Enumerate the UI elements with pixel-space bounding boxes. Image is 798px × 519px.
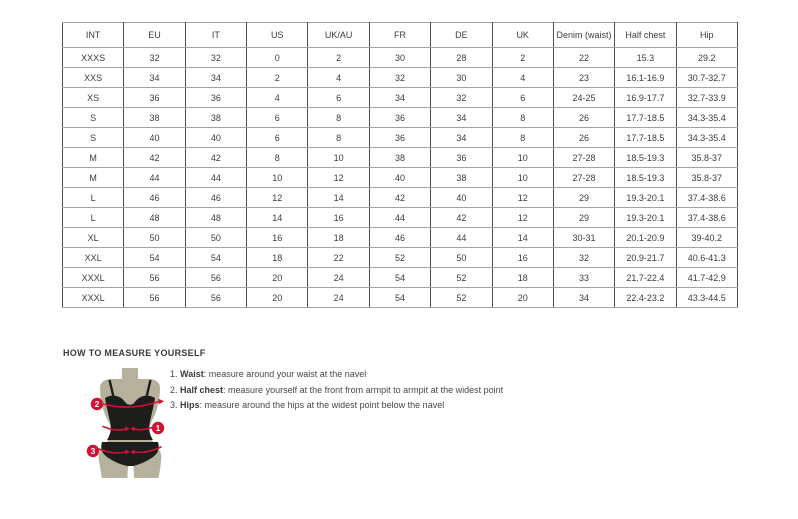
size-cell: 16.1-16.9	[615, 68, 676, 88]
size-cell: 34	[431, 108, 492, 128]
size-cell: 32.7-33.9	[676, 88, 737, 108]
size-cell: 4	[247, 88, 308, 108]
size-cell: 38	[431, 168, 492, 188]
size-cell: 56	[185, 268, 246, 288]
size-cell: 52	[431, 288, 492, 308]
size-cell: 32	[553, 248, 614, 268]
step-number: 2.	[170, 384, 178, 395]
size-cell: XXL	[63, 248, 124, 268]
size-cell: XXS	[63, 68, 124, 88]
size-cell: 22	[308, 248, 369, 268]
size-cell: 19.3-20.1	[615, 188, 676, 208]
size-cell: 10	[492, 148, 553, 168]
size-cell: 26	[553, 108, 614, 128]
size-cell: L	[63, 208, 124, 228]
table-row	[63, 68, 738, 88]
size-cell: 34	[124, 68, 185, 88]
size-cell: 36	[369, 128, 430, 148]
size-cell: 40	[185, 128, 246, 148]
size-cell: 18.5-19.3	[615, 168, 676, 188]
size-cell: 8	[492, 128, 553, 148]
column-header: INT	[63, 23, 124, 48]
size-cell: 16.9-17.7	[615, 88, 676, 108]
table-row	[63, 268, 738, 288]
size-cell: 8	[308, 108, 369, 128]
size-cell: 12	[308, 168, 369, 188]
size-cell: 46	[124, 188, 185, 208]
table-row	[63, 208, 738, 228]
size-cell: 12	[492, 208, 553, 228]
size-cell: S	[63, 108, 124, 128]
size-cell: 56	[185, 288, 246, 308]
measure-step-waist	[170, 369, 503, 379]
size-cell: 42	[124, 148, 185, 168]
badge-2	[91, 398, 103, 410]
badge-1	[152, 422, 164, 434]
size-cell: M	[63, 148, 124, 168]
size-cell: 48	[124, 208, 185, 228]
size-cell: 20	[492, 288, 553, 308]
badge-3-number: 3	[90, 446, 96, 456]
size-cell: 40	[124, 128, 185, 148]
size-cell: 34.3-35.4	[676, 108, 737, 128]
size-cell: 15.3	[615, 48, 676, 68]
step-label: Waist	[180, 369, 204, 379]
size-cell: XS	[63, 88, 124, 108]
table-row	[63, 108, 738, 128]
table-row	[63, 128, 738, 148]
size-cell: 39-40.2	[676, 228, 737, 248]
size-cell: 34.3-35.4	[676, 128, 737, 148]
size-cell: 54	[369, 288, 430, 308]
size-cell: 18	[492, 268, 553, 288]
size-cell: 36	[369, 108, 430, 128]
size-cell: 14	[492, 228, 553, 248]
size-cell: 10	[308, 148, 369, 168]
column-header: EU	[124, 23, 185, 48]
size-cell: 32	[124, 48, 185, 68]
size-cell: 24	[308, 288, 369, 308]
size-cell: 18	[308, 228, 369, 248]
size-cell: 32	[185, 48, 246, 68]
size-cell: 24	[308, 268, 369, 288]
size-cell: 52	[369, 248, 430, 268]
size-cell: 44	[124, 168, 185, 188]
size-cell: 16	[492, 248, 553, 268]
size-cell: 2	[492, 48, 553, 68]
size-cell: 52	[431, 268, 492, 288]
size-cell: 42	[185, 148, 246, 168]
size-cell: 16	[247, 228, 308, 248]
size-cell: 2	[308, 48, 369, 68]
measure-section-title: HOW TO MEASURE YOURSELF	[63, 348, 206, 358]
step-label: Half chest	[180, 384, 224, 395]
size-cell: 40.6-41.3	[676, 248, 737, 268]
size-cell: 6	[308, 88, 369, 108]
size-cell: 19.3-20.1	[615, 208, 676, 228]
size-cell: 29	[553, 188, 614, 208]
size-cell: 20	[247, 268, 308, 288]
column-header: DE	[431, 23, 492, 48]
size-cell: 12	[492, 188, 553, 208]
table-head	[63, 23, 738, 48]
table-row	[63, 168, 738, 188]
size-cell: XXXL	[63, 268, 124, 288]
size-cell: 56	[124, 288, 185, 308]
column-header: Denim (waist)	[553, 23, 614, 48]
size-cell: 30.7-32.7	[676, 68, 737, 88]
size-cell: 29.2	[676, 48, 737, 68]
size-cell: XL	[63, 228, 124, 248]
size-cell: 28	[431, 48, 492, 68]
size-cell: 4	[492, 68, 553, 88]
step-text: : measure yourself at the front from armpit to armpit at the widest point	[223, 384, 504, 395]
size-cell: 6	[247, 128, 308, 148]
size-cell: 34	[185, 68, 246, 88]
size-cell: 56	[124, 268, 185, 288]
size-cell: 37.4-38.6	[676, 188, 737, 208]
table-row	[63, 148, 738, 168]
column-header: IT	[185, 23, 246, 48]
measure-step-hips	[170, 400, 503, 410]
size-cell: 20	[247, 288, 308, 308]
column-header: Half chest	[615, 23, 676, 48]
size-cell: 18.5-19.3	[615, 148, 676, 168]
column-header: Hip	[676, 23, 737, 48]
size-cell: 38	[185, 108, 246, 128]
size-cell: 22	[553, 48, 614, 68]
badge-1-number: 1	[155, 423, 161, 433]
size-cell: 4	[308, 68, 369, 88]
column-header: FR	[369, 23, 430, 48]
step-number: 1.	[170, 369, 178, 379]
size-cell: 44	[431, 228, 492, 248]
column-header: US	[247, 23, 308, 48]
step-label: Hips	[180, 400, 200, 410]
column-header: UK/AU	[308, 23, 369, 48]
size-cell: 16	[308, 208, 369, 228]
measure-steps	[170, 369, 503, 416]
size-cell: 8	[247, 148, 308, 168]
size-cell: 20.9-21.7	[615, 248, 676, 268]
size-cell: 50	[185, 228, 246, 248]
size-cell: 10	[492, 168, 553, 188]
size-cell: 34	[553, 288, 614, 308]
size-cell: 32	[431, 88, 492, 108]
size-cell: 42	[431, 208, 492, 228]
size-cell: 8	[492, 108, 553, 128]
size-cell: 14	[247, 208, 308, 228]
size-cell: 37.4-38.6	[676, 208, 737, 228]
badge-3	[87, 445, 99, 457]
size-cell: 22.4-23.2	[615, 288, 676, 308]
size-cell: 30-31	[553, 228, 614, 248]
size-cell: 54	[185, 248, 246, 268]
size-cell: 36	[185, 88, 246, 108]
size-cell: 38	[124, 108, 185, 128]
size-cell: 30	[369, 48, 430, 68]
size-cell: 50	[431, 248, 492, 268]
size-cell: 0	[247, 48, 308, 68]
size-cell: 20.1-20.9	[615, 228, 676, 248]
size-cell: 34	[431, 128, 492, 148]
size-cell: 17.7-18.5	[615, 128, 676, 148]
size-cell: M	[63, 168, 124, 188]
size-cell: 29	[553, 208, 614, 228]
size-cell: 46	[185, 188, 246, 208]
size-cell: XXXS	[63, 48, 124, 68]
size-cell: 34	[369, 88, 430, 108]
size-cell: 27-28	[553, 148, 614, 168]
size-cell: 40	[431, 188, 492, 208]
size-cell: 36	[431, 148, 492, 168]
size-cell: 21.7-22.4	[615, 268, 676, 288]
size-cell: L	[63, 188, 124, 208]
table-row	[63, 48, 738, 68]
size-cell: 6	[247, 108, 308, 128]
size-cell: 6	[492, 88, 553, 108]
size-cell: 40	[369, 168, 430, 188]
size-cell: 17.7-18.5	[615, 108, 676, 128]
table-row	[63, 288, 738, 308]
size-cell: S	[63, 128, 124, 148]
size-cell: 35.8-37	[676, 148, 737, 168]
table-body	[63, 48, 738, 308]
size-cell: 54	[124, 248, 185, 268]
header-row	[63, 23, 738, 48]
size-cell: 32	[369, 68, 430, 88]
size-cell: 14	[308, 188, 369, 208]
measure-step-half-chest	[170, 385, 503, 395]
size-cell: 23	[553, 68, 614, 88]
size-cell: 42	[369, 188, 430, 208]
step-text: : measure around your waist at the navel	[203, 369, 367, 379]
size-cell: 24-25	[553, 88, 614, 108]
size-cell: 2	[247, 68, 308, 88]
size-cell: 26	[553, 128, 614, 148]
size-cell: 33	[553, 268, 614, 288]
size-cell: 54	[369, 268, 430, 288]
size-cell: 36	[124, 88, 185, 108]
size-cell: 18	[247, 248, 308, 268]
size-cell: 30	[431, 68, 492, 88]
size-cell: 43.3-44.5	[676, 288, 737, 308]
size-cell: 50	[124, 228, 185, 248]
size-cell: 10	[247, 168, 308, 188]
size-chart-table	[62, 22, 738, 308]
table-row	[63, 228, 738, 248]
size-cell: XXXL	[63, 288, 124, 308]
size-cell: 41.7-42.9	[676, 268, 737, 288]
step-text: : measure around the hips at the widest point below the navel	[199, 400, 445, 410]
column-header: UK	[492, 23, 553, 48]
table-row	[63, 88, 738, 108]
table-row	[63, 188, 738, 208]
size-cell: 44	[185, 168, 246, 188]
size-cell: 8	[308, 128, 369, 148]
size-cell: 27-28	[553, 168, 614, 188]
size-cell: 44	[369, 208, 430, 228]
size-cell: 12	[247, 188, 308, 208]
size-cell: 46	[369, 228, 430, 248]
badge-2-number: 2	[94, 399, 100, 409]
table-row	[63, 248, 738, 268]
size-cell: 38	[369, 148, 430, 168]
size-cell: 35.8-37	[676, 168, 737, 188]
size-cell: 48	[185, 208, 246, 228]
step-number: 3.	[170, 400, 178, 410]
